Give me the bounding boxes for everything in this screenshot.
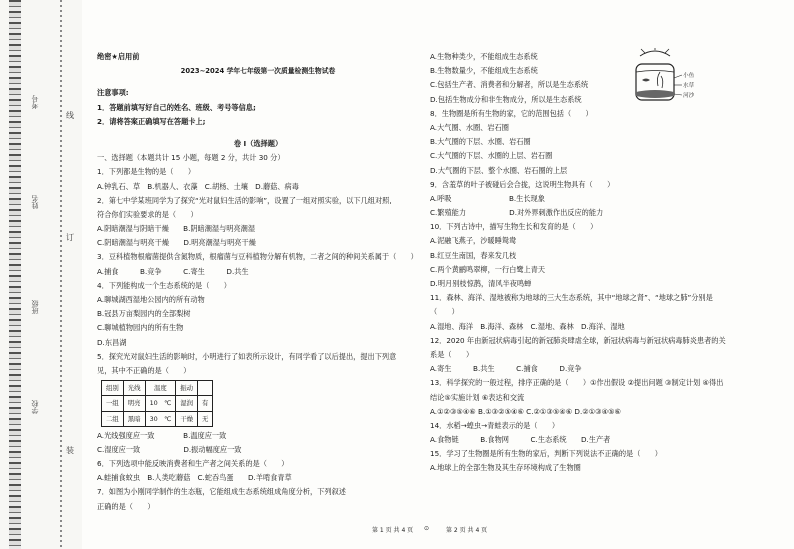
question-line: 3．豆科植物根瘤菌提供含氮物质，根瘤菌与豆科植物分解有机物，二者之间的种间关系属于（ ） — [97, 252, 418, 262]
exam-title: 2023~2024 学年七年级第一次质量检测生物试卷 — [180, 67, 336, 76]
question-line: 15．学习了生物圈是所有生物的家后，判断下列说法不正确的是（ ） — [430, 449, 662, 459]
table-cell: 一组 — [102, 396, 124, 411]
figure-label: 水草 — [683, 83, 695, 89]
table-cell: 黑暗 — [123, 411, 145, 426]
table-header: 温度 — [145, 381, 176, 396]
table-cell: 30 ℃ — [145, 411, 176, 426]
table-cell: 二组 — [102, 411, 124, 426]
question-line: 8．生物圈是所有生物的家，它的范围包括（ ） — [430, 108, 593, 118]
question-line: A.生物种类少，不能组成生态系统 — [430, 52, 538, 61]
question-line: A.地球上的全部生物及其生存环境构成了生物圈 — [430, 463, 581, 473]
table-cell: 有 — [198, 396, 213, 411]
page-left — [97, 50, 419, 514]
table-header: 组别 — [102, 381, 124, 396]
question-line: D.明月别枝惊鹊，清风半夜鸣蝉 — [430, 279, 532, 288]
table-header — [198, 381, 213, 396]
question-line: A.大气圈、水圈、岩石圈 — [430, 122, 509, 132]
question-line: C.包括生产者、消费者和分解者，所以是生态系统 — [430, 80, 589, 90]
page-number-left: 第 1 页 共 4 页 — [372, 527, 414, 534]
page-right — [430, 50, 770, 476]
question-line: A.光线强度应一致 B.温度应一致 — [97, 430, 227, 440]
figure-label: 小鱼 — [683, 73, 695, 79]
question-line: D.包括生物成分和非生物成分，所以是生态系统 — [430, 94, 582, 104]
question-line: 4．下列能构成一个生态系统的是（ ） — [97, 280, 231, 290]
question-line: C.阴暗潮湿与明亮干燥 D.明亮潮湿与明亮干燥 — [97, 238, 256, 248]
question-line: A.聊城湖西湿地公园内的所有动物 — [97, 295, 205, 304]
question-line: D.大气圈的下层、整个水圈、岩石圈的上层 — [430, 165, 568, 175]
question-line: 6．下列选项中能反映消费者和生产者之间关系的是（ ） — [97, 459, 289, 469]
question-line: A.捕食 B.竞争 C.寄生 D.共生 — [97, 266, 249, 276]
scan-strip — [9, 0, 21, 549]
question-line: C.繁殖能力 D.对外界刺激作出反应的能力 — [430, 208, 604, 218]
question-line: B.大气圈的下层、水圈、岩石圈 — [430, 137, 531, 147]
question-line: 7．如图为小刚同学制作的生态瓶，它能组成生态系统组成角度分析，下列叙述 — [97, 487, 346, 497]
note-item: 1．答题前填写好自己的姓名、班级、考号等信息; — [97, 102, 256, 112]
question-line: C.两个黄鹂鸣翠柳，一行白鹭上青天 — [430, 264, 546, 274]
binding-char: 订 — [66, 233, 74, 242]
question-line: 9．含羞草的叶子被碰后会合拢，这说明生物具有（ ） — [430, 179, 615, 189]
question-line: D.东昌湖 — [97, 337, 127, 347]
question-line: A.食物链 B.食物网 C.生态系统 D.生产者 — [430, 435, 611, 445]
page-number-right: 第 2 页 共 4 页 — [446, 527, 488, 534]
question-line: （ ） — [430, 307, 459, 317]
question-line: B.生物数量少，不能组成生态系统 — [430, 66, 538, 76]
table-row — [102, 396, 213, 411]
volume-title: 卷 I（选择题） — [233, 138, 283, 148]
notes-heading: 注意事项: — [97, 88, 129, 98]
question-line: 2．第七中学某班同学为了探究“光对鼠妇生活的影响”，设置了一组对照实验，以下几组对照, — [97, 195, 392, 205]
footer-mark: ⊙ — [424, 525, 430, 532]
binding-field: 考号 — [31, 95, 39, 109]
question-line: A.呼吸 B.生长现象 — [430, 193, 545, 203]
question-line: A.钟乳石、草 B.机器人、衣藻 C.胡杨、土壤 D.蘑菇、病毒 — [97, 181, 299, 191]
question-line: A.蛙捕食蚊虫 B.人类吃蘑菇 C.蛇吞鸟蛋 D.羊啃食青草 — [97, 473, 292, 483]
binding-field: 姓名 — [31, 195, 39, 209]
note-item: 2．请将答案正确填写在答题卡上; — [97, 116, 206, 126]
section-intro: 一、选择题（本题共计 15 小题，每题 2 分，共计 30 分） — [97, 153, 285, 163]
table-cell: 湿润 — [176, 396, 198, 411]
binding-char: 线 — [66, 111, 74, 120]
question-line: 正确的是（ ） — [97, 501, 155, 511]
table-cell: 无 — [198, 411, 213, 426]
question-line: 5．探究光对鼠妇生活的影响时，小明进行了如表所示设计，有同学看了以后提出，提出下列意 — [97, 351, 397, 361]
question-line: 12．2020 年由新冠状病毒引起的新冠肺炎肆虐全球，新冠状病毒与新冠状病毒肺炎患者的关 — [430, 335, 726, 345]
experiment-table — [101, 380, 213, 427]
table-header: 光线 — [123, 381, 145, 396]
ecobottle-figure — [630, 48, 700, 106]
binding-char: 装 — [66, 446, 74, 455]
question-line: 结论⑤实施计划 ⑥表达和交流 — [430, 392, 525, 402]
question-line: A.①②③⑤④⑥ B.①③②⑤④⑥ C.②①③⑤④⑥ D.②①③④⑤⑥ — [430, 406, 621, 416]
table-cell: 干燥 — [176, 411, 198, 426]
question-line: A.寄生 B.共生 C.捕食 D.竞争 — [430, 364, 582, 374]
question-line: 13．科学探究的一般过程，排序正确的是（ ）①作出假设 ②提出问题 ③制定计划 ④得出 — [430, 378, 724, 388]
question-line: B.红豆生南国，春来发几枝 — [430, 250, 517, 260]
question-line: 符合你们实验要求的是（ ） — [97, 209, 198, 219]
cut-line — [60, 0, 62, 549]
question-line: B.冠县万亩梨园内的全部梨树 — [97, 309, 191, 319]
table-row — [102, 411, 213, 426]
table-header: 振动 — [176, 381, 198, 396]
table-header-row — [102, 381, 213, 396]
question-line: 见，其中不正确的是（ ） — [97, 365, 191, 375]
question-line: A.泥融飞燕子，沙暖睡鸳鸯 — [430, 236, 517, 246]
figure-label: 河沙 — [683, 93, 695, 99]
question-line: 1．下列都是生物的是（ ） — [97, 167, 196, 177]
question-line: 14．水稻→蝗虫→青蛙表示的是（ ） — [430, 420, 560, 430]
question-line: 11．森林、海洋、湿地被称为地球的三大生态系统，其中“地球之肾”、“地球之肺”分别是 — [430, 293, 713, 303]
binding-margin — [0, 0, 82, 549]
secret-mark: 绝密★启用前 — [97, 52, 140, 61]
question-line: 10．下列古诗中，描写生物生长和发育的是（ ） — [430, 222, 598, 232]
question-line: A.湿地、海洋 B.海洋、森林 C.湿地、森林 D.海洋、湿地 — [430, 321, 625, 331]
question-line: A.阴暗潮湿与阴暗干燥 B.阴暗潮湿与明亮潮湿 — [97, 224, 256, 234]
table-cell: 明亮 — [123, 396, 145, 411]
table-cell: 10 ℃ — [145, 396, 176, 411]
question-line: 系是（ ） — [430, 349, 474, 359]
question-line: C.大气圈的下层、水圈的上层、岩石圈 — [430, 151, 553, 161]
binding-field: 班级 — [31, 300, 39, 314]
question-line: C.聊城植物园内的所有生物 — [97, 323, 184, 333]
binding-field: 学校 — [31, 400, 39, 414]
question-line: C.湿度应一致 D.振动幅度应一致 — [97, 444, 242, 454]
